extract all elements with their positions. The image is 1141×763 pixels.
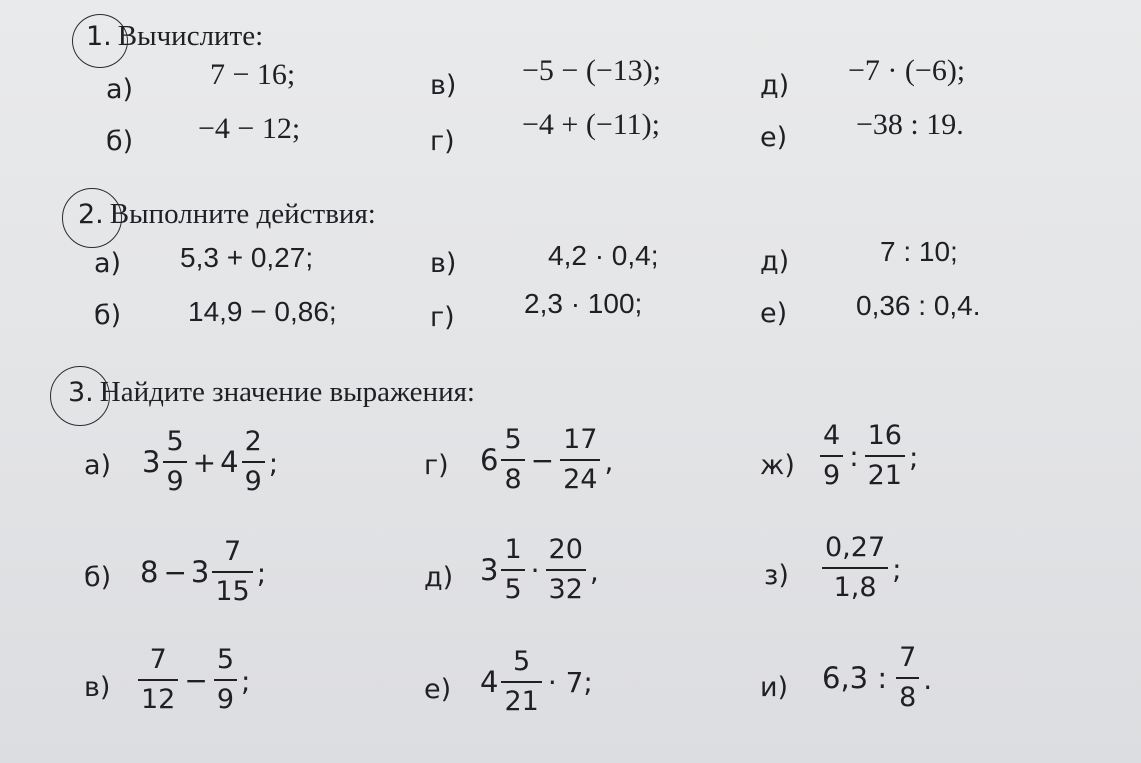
item-label: д) — [760, 70, 790, 101]
expression: 3 $\frac{1}{5}$ · $\frac{20}{32}$ , — [480, 534, 599, 605]
fraction: $\frac{20}{32}$ — [546, 534, 586, 606]
fraction: $\frac{2}{9}$ — [242, 426, 265, 498]
expression: −5 − (−13); — [522, 54, 662, 87]
item-label: е) — [760, 298, 788, 329]
expression: −7 · (−6); — [848, 54, 966, 87]
expression: −4 − 12; — [198, 112, 301, 145]
task-1-heading — [86, 20, 263, 53]
item-label: д) — [760, 246, 790, 277]
expression: 6,3 : $\frac{7}{8}$ . — [822, 642, 933, 713]
task-2-heading — [78, 198, 376, 231]
task-1-number: 1. — [86, 21, 112, 52]
item-label: б) — [94, 300, 122, 331]
item-label: д) — [424, 562, 454, 593]
expression: 3 $\frac{5}{9}$ + 4 $\frac{2}{9}$ ; — [142, 426, 279, 497]
expression: 2,3 · 100; — [524, 288, 643, 319]
expression: 8 − 3 $\frac{7}{15}$ ; — [140, 536, 267, 607]
fraction: $\frac{7}{12}$ — [138, 644, 178, 716]
item-label: а) — [84, 450, 112, 481]
fraction: $\frac{5}{9}$ — [163, 426, 186, 498]
item-label: б) — [84, 562, 112, 593]
fraction: $\frac{16}{21}$ — [865, 420, 905, 492]
item-label: ж) — [760, 450, 795, 481]
expression: 6 $\frac{5}{8}$ − $\frac{17}{24}$ , — [480, 424, 614, 495]
item-label: е) — [424, 674, 452, 705]
expression: 4 $\frac{5}{21}$ · 7; — [480, 646, 593, 717]
fraction: $\frac{4}{9}$ — [820, 420, 843, 492]
item-label: а) — [106, 74, 134, 105]
item-label: з) — [764, 560, 789, 591]
expression: −38 : 19. — [856, 108, 964, 141]
item-label: в) — [84, 672, 111, 703]
expression: 7 − 16; — [210, 58, 296, 91]
fraction: $\frac{1}{5}$ — [501, 534, 524, 606]
fraction: $\frac{5}{9}$ — [214, 644, 237, 716]
item-label: е) — [760, 122, 788, 153]
expression: 14,9 − 0,86; — [188, 296, 337, 327]
fraction: $\frac{7}{15}$ — [212, 536, 252, 608]
item-label: б) — [106, 126, 134, 157]
expression: 0,36 : 0,4. — [856, 290, 981, 321]
item-label: в) — [430, 248, 457, 279]
fraction: $\frac{17}{24}$ — [560, 424, 600, 496]
task-2-title: Выполните действия: — [109, 198, 376, 230]
expression: 4,2 · 0,4; — [548, 240, 659, 271]
expression: $\frac{7}{12}$ − $\frac{5}{9}$ ; — [136, 644, 250, 716]
item-label: в) — [430, 70, 457, 101]
expression: 7 : 10; — [880, 236, 958, 267]
expression: 5,3 + 0,27; — [180, 242, 314, 273]
expression: $\frac{0,27}{1,8}$ ; — [820, 532, 902, 604]
item-label: а) — [94, 248, 122, 279]
fraction: $\frac{5}{8}$ — [501, 424, 524, 496]
item-label: г) — [424, 450, 449, 481]
task-1-title: Вычислите: — [117, 20, 264, 52]
item-label: г) — [430, 302, 455, 333]
fraction: $\frac{7}{8}$ — [896, 642, 919, 714]
fraction: $\frac{0,27}{1,8}$ — [822, 532, 888, 604]
expression: −4 + (−11); — [522, 108, 660, 141]
fraction: $\frac{5}{21}$ — [501, 646, 541, 718]
task-3-title: Найдите значение выражения: — [99, 376, 475, 408]
item-label: и) — [760, 672, 789, 703]
task-3-number: 3. — [68, 377, 94, 408]
expression: $\frac{4}{9}$ : $\frac{16}{21}$ ; — [818, 420, 918, 492]
item-label: г) — [430, 126, 455, 157]
task-3-heading — [68, 376, 475, 409]
task-2-number: 2. — [78, 199, 104, 230]
